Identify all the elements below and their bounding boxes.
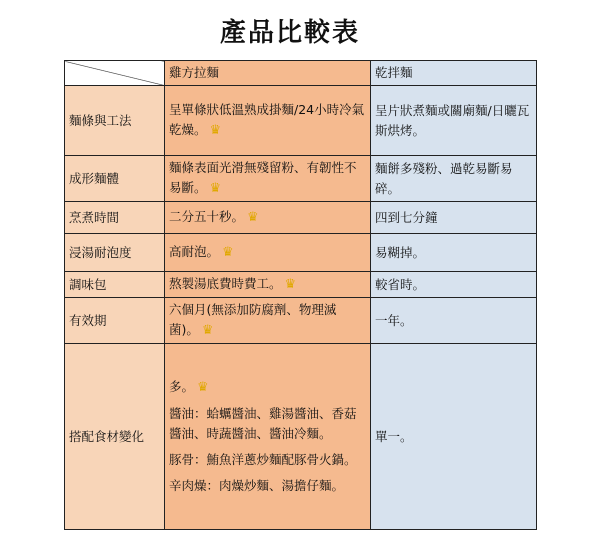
table-header-row xyxy=(65,61,537,86)
table-row xyxy=(65,202,537,234)
row-cell-a xyxy=(165,86,371,156)
row-label: 浸湯耐泡度 xyxy=(65,234,165,272)
table-row xyxy=(65,344,537,530)
table-row xyxy=(65,234,537,272)
row-cell-b: 易糊掉。 xyxy=(371,234,537,272)
row-cell-b: 一年。 xyxy=(371,298,537,344)
table-row xyxy=(65,298,537,344)
row-cell-b: 麵餅多殘粉、過乾易斷易碎。 xyxy=(371,156,537,202)
comparison-table xyxy=(64,60,537,530)
cell-item: 豚骨：鮪魚洋蔥炒麵配豚骨火鍋。 xyxy=(169,452,357,467)
crown-icon: ♛ xyxy=(284,277,297,292)
header-corner-cell xyxy=(65,61,165,86)
table-row xyxy=(65,272,537,298)
row-label: 麵條與工法 xyxy=(65,86,165,156)
row-cell-a xyxy=(165,344,371,530)
cell-text: 熬製湯底費時費工。 xyxy=(169,276,282,291)
row-cell-b: 較省時。 xyxy=(371,272,537,298)
row-cell-b: 單一。 xyxy=(371,344,537,530)
crown-icon: ♛ xyxy=(209,123,222,138)
row-cell-a xyxy=(165,272,371,298)
crown-icon: ♛ xyxy=(209,181,222,196)
page-title: 產品比較表 xyxy=(219,18,360,48)
table-row xyxy=(65,156,537,202)
row-cell-a xyxy=(165,234,371,272)
crown-icon: ♛ xyxy=(197,380,209,395)
row-cell-a xyxy=(165,202,371,234)
cell-text: 二分五十秒。 xyxy=(169,209,245,224)
row-cell-b: 呈片狀煮麵或關廟麵/日曬瓦斯烘烤。 xyxy=(371,86,537,156)
header-col-b: 乾拌麵 xyxy=(371,61,537,86)
row-cell-a xyxy=(165,298,371,344)
row-label: 搭配食材變化 xyxy=(65,344,165,530)
row-label: 烹煮時間 xyxy=(65,202,165,234)
crown-icon: ♛ xyxy=(201,323,214,338)
row-label: 有效期 xyxy=(65,298,165,344)
table-row xyxy=(65,86,537,156)
cell-text: 六個月(無添加防腐劑、物理滅菌)。 xyxy=(169,302,337,337)
crown-icon: ♛ xyxy=(222,245,234,260)
header-col-a: 雞方拉麵 xyxy=(165,61,371,86)
row-cell-b: 四到七分鐘 xyxy=(371,202,537,234)
row-cell-a xyxy=(165,156,371,202)
crown-icon: ♛ xyxy=(247,210,259,225)
row-label: 調味包 xyxy=(65,272,165,298)
row-label: 成形麵體 xyxy=(65,156,165,202)
cell-text: 多。 xyxy=(169,379,195,394)
cell-item: 辛肉燥：肉燥炒麵、湯擔仔麵。 xyxy=(169,478,345,493)
cell-text: 高耐泡。 xyxy=(169,244,220,259)
cell-intro xyxy=(169,377,366,398)
cell-text: 呈單條狀低溫熟成掛麵/24小時冷氣乾燥。 xyxy=(169,102,365,137)
cell-text: 麵條表面光滑無殘留粉、有韌性不易斷。 xyxy=(169,160,357,195)
cell-item: 醬油：蛤蠣醬油、雞湯醬油、香菇醬油、時蔬醬油、醬油冷麵。 xyxy=(169,406,357,441)
